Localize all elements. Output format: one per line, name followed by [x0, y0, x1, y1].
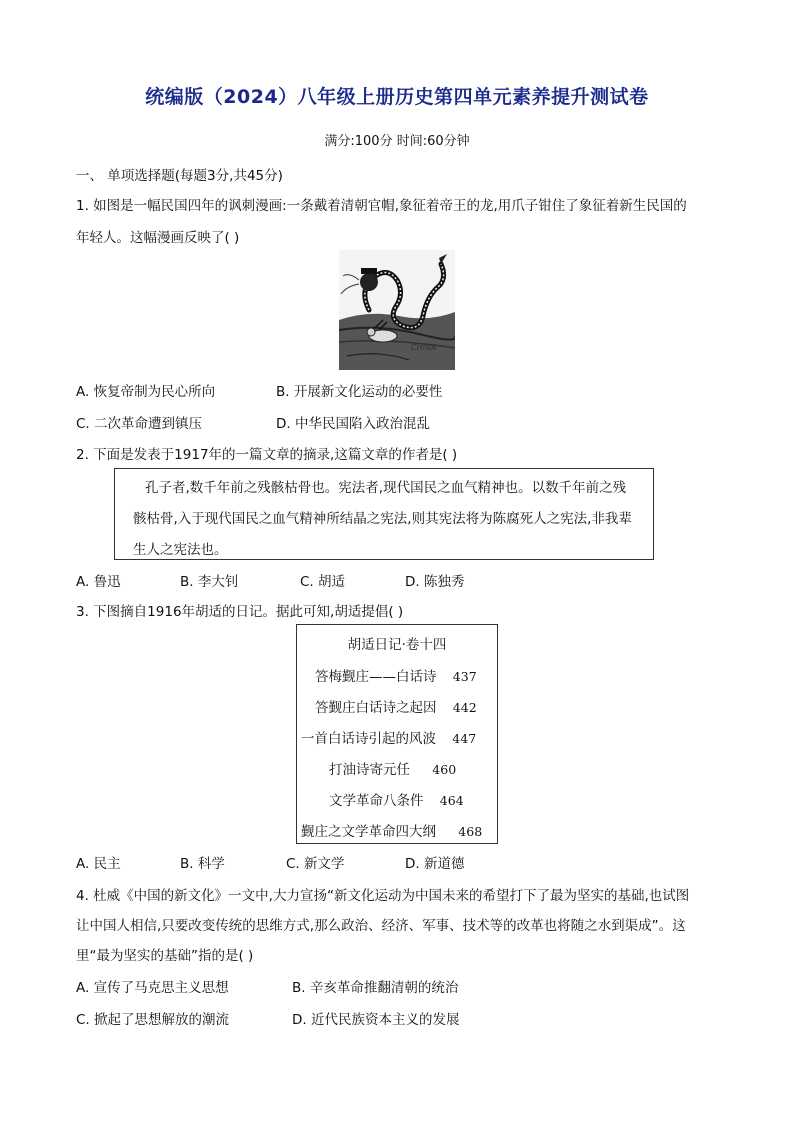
dragon-cartoon-image [339, 250, 455, 370]
q4-stem-line1: 4. 杜威《中国的新文化》一文中,大力宣扬“新文化运动为中国未来的希望打下了最为坚实的基础,也试图 [76, 888, 690, 904]
q3-option-b[interactable]: B. 科学 [180, 856, 225, 872]
diary-entry-page: 464 [439, 793, 464, 808]
diary-entry-3 [301, 727, 476, 747]
diary-entry-page: 442 [452, 700, 477, 715]
q3-option-d[interactable]: D. 新道德 [405, 856, 465, 872]
q1-option-b[interactable]: B. 开展新文化运动的必要性 [276, 384, 443, 400]
q2-quote-line3: 生人之宪法也。 [133, 542, 228, 558]
section-heading: 一、 单项选择题(每题3分,共45分) [76, 168, 283, 184]
q1-stem-line2: 年轻人。这幅漫画反映了( ) [76, 230, 240, 246]
diary-entry-text: 打油诗寄元任 [329, 762, 410, 778]
q4-stem-line2: 让中国人相信,只要改变传统的思维方式,那么政治、经济、军事、技术等的改革也将随之水到渠成”。这 [76, 918, 686, 934]
q1-option-c[interactable]: C. 二次革命遭到镇压 [76, 416, 203, 432]
q4-option-c[interactable]: C. 掀起了思想解放的潮流 [76, 1012, 230, 1028]
q2-option-b[interactable]: B. 李大钊 [180, 574, 239, 590]
diary-entry-page: 468 [458, 824, 483, 839]
q4-option-b[interactable]: B. 辛亥革命推翻清朝的统治 [292, 980, 459, 996]
diary-title: 胡适日记·卷十四 [347, 637, 447, 653]
q3-option-c[interactable]: C. 新文学 [286, 856, 345, 872]
diary-entry-page: 460 [432, 762, 457, 777]
q1-option-a[interactable]: A. 恢复帝制为民心所向 [76, 384, 216, 400]
diary-entry-text: 答梅觐庄——白话诗 [315, 669, 437, 685]
cartoon-caption: CHINA [411, 343, 437, 352]
diary-entry-5 [329, 789, 464, 809]
q2-option-c[interactable]: C. 胡适 [300, 574, 346, 590]
diary-entry-4 [329, 758, 456, 778]
q2-option-d[interactable]: D. 陈独秀 [405, 574, 465, 590]
q2-quote-line1: 孔子者,数千年前之残骸枯骨也。宪法者,现代国民之血气精神也。以数千年前之残 [145, 480, 627, 496]
page-title: 统编版（2024）八年级上册历史第四单元素养提升测试卷 [145, 86, 649, 108]
q4-stem-line3: 里“最为坚实的基础”指的是( ) [76, 948, 254, 964]
q1-option-d[interactable]: D. 中华民国陷入政治混乱 [276, 416, 430, 432]
diary-entry-1 [315, 665, 477, 685]
diary-entry-6 [301, 820, 482, 840]
q4-option-d[interactable]: D. 近代民族资本主义的发展 [292, 1012, 460, 1028]
diary-entry-text: 觐庄之文学革命四大纲 [301, 824, 436, 840]
diary-entry-text: 答觐庄白话诗之起因 [315, 700, 437, 716]
q2-stem: 2. 下面是发表于1917年的一篇文章的摘录,这篇文章的作者是( ) [76, 447, 458, 463]
exam-meta: 满分:100分 时间:60分钟 [324, 134, 470, 149]
diary-entry-2 [315, 696, 477, 716]
q3-stem: 3. 下图摘自1916年胡适的日记。据此可知,胡适提倡( ) [76, 604, 404, 620]
q2-option-a[interactable]: A. 鲁迅 [76, 574, 121, 590]
q3-option-a[interactable]: A. 民主 [76, 856, 121, 872]
q2-quote-line2: 骸枯骨,入于现代国民之血气精神所结晶之宪法,则其宪法将为陈腐死人之宪法,非我辈 [133, 511, 632, 527]
diary-entry-text: 文学革命八条件 [329, 793, 424, 809]
diary-entry-page: 447 [452, 731, 477, 746]
diary-entry-text: 一首白话诗引起的风波 [301, 731, 436, 747]
q1-stem-line1: 1. 如图是一幅民国四年的讽刺漫画:一条戴着清朝官帽,象征着帝王的龙,用爪子钳住了象征着新生民国的 [76, 198, 687, 214]
q4-option-a[interactable]: A. 宣传了马克思主义思想 [76, 980, 229, 996]
diary-entry-page: 437 [452, 669, 477, 684]
q3-diary-box [296, 624, 498, 844]
q2-quote-box [114, 468, 654, 560]
